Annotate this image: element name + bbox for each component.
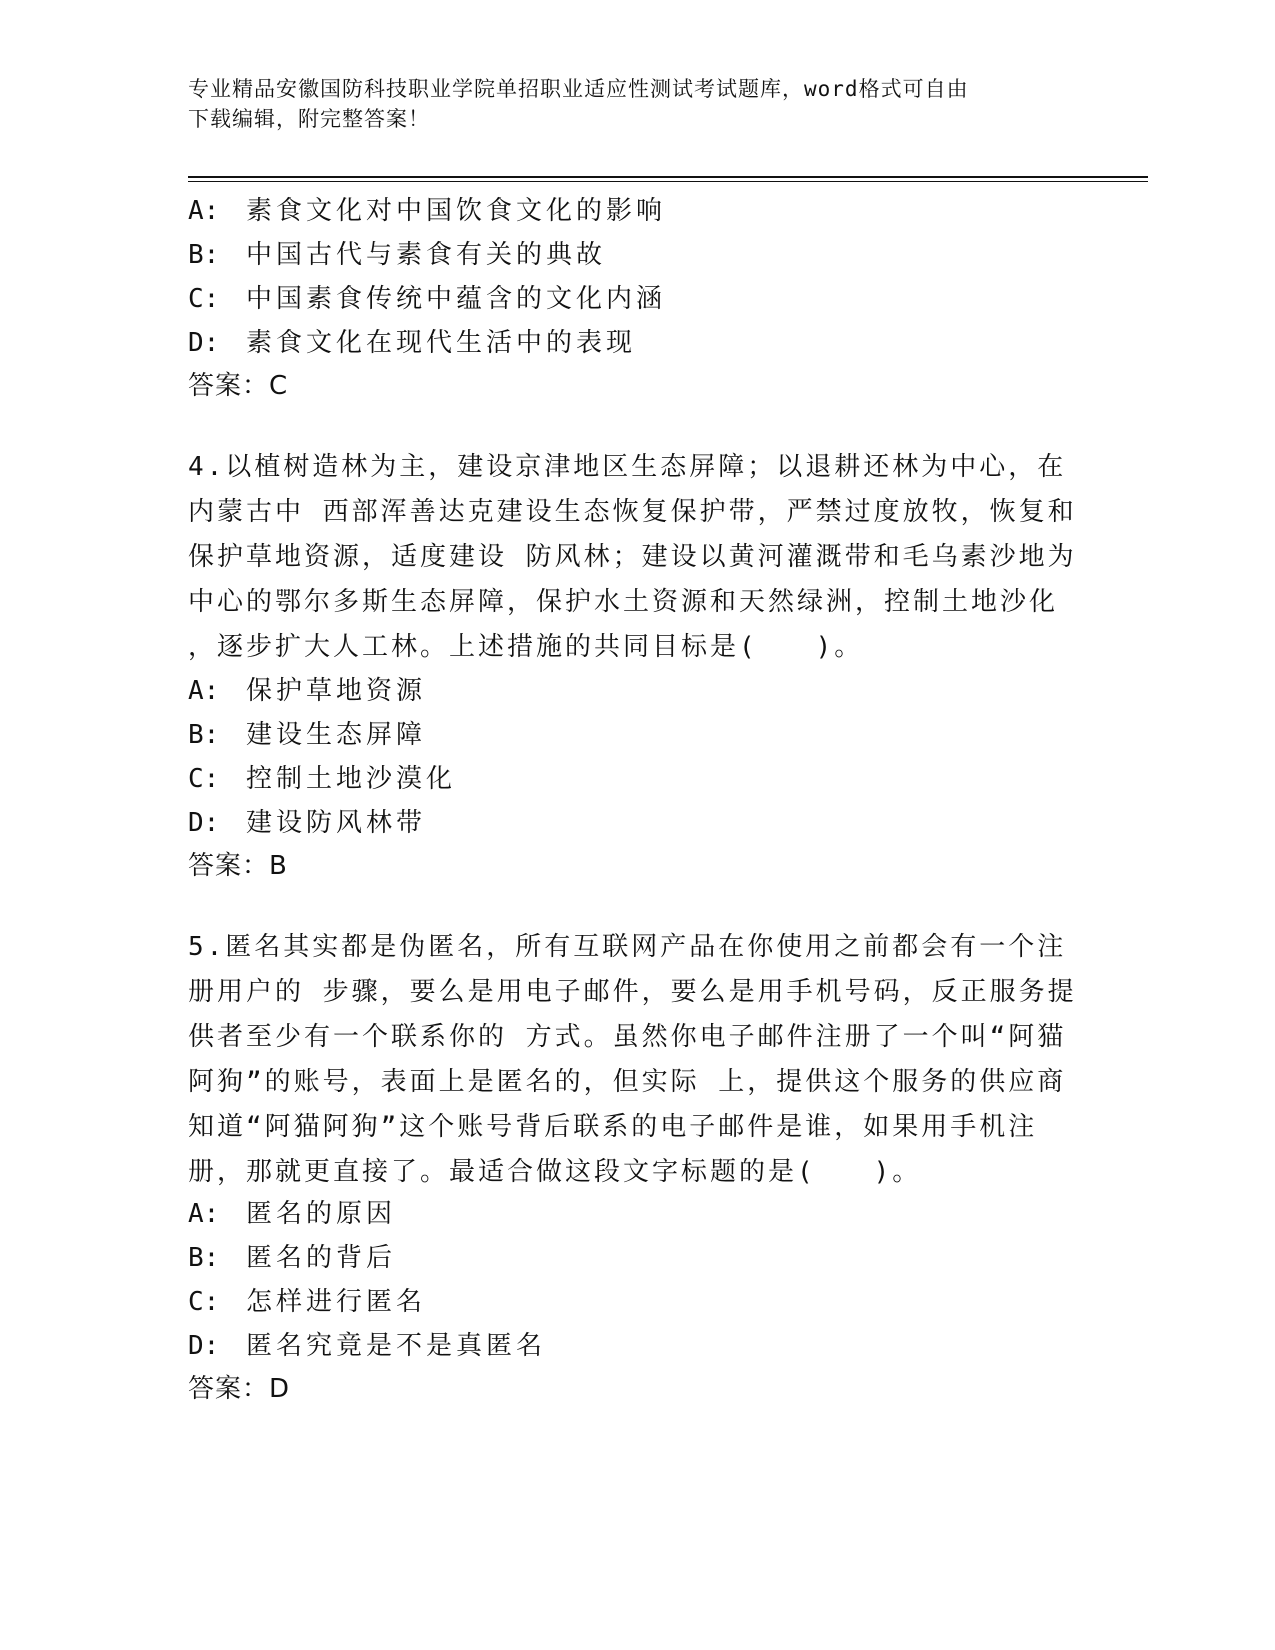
q5-stem-line: 阿狗”的账号，表面上是匿名的，但实际 上，提供这个服务的供应商: [188, 1067, 1067, 1097]
option-text: 匿名的背后: [246, 1243, 397, 1273]
option-text: 匿名的原因: [246, 1199, 397, 1229]
option-text: 控制土地沙漠化: [246, 764, 457, 794]
option-letter: C:: [188, 764, 220, 794]
option-letter: D:: [188, 1331, 220, 1361]
q5-stem-line: 5.匿名其实都是伪匿名，所有互联网产品在你使用之前都会有一个注: [188, 932, 1067, 962]
q5-stem-line: 册，那就更直接了。最适合做这段文字标题的是( )。: [188, 1157, 922, 1187]
option-text: 保护草地资源: [246, 676, 427, 706]
option-letter: D:: [188, 808, 220, 838]
document-header: [188, 74, 1068, 134]
header-line-2: 下载编辑，附完整答案！: [188, 107, 430, 131]
option-text: 建设生态屏障: [246, 720, 427, 750]
q4-stem-line: 中心的鄂尔多斯生态屏障，保护水土资源和天然绿洲，控制土地沙化: [188, 587, 1059, 617]
q4-option-c: [188, 758, 456, 795]
option-letter: C:: [188, 284, 220, 314]
q4-stem-line: 内蒙古中 西部浑善达克建设生态恢复保护带，严禁过度放牧，恢复和: [188, 497, 1077, 527]
q5-stem: [188, 925, 1077, 1195]
option-text: 中国素食传统中蕴含的文化内涵: [246, 284, 667, 314]
q4-option-d: [188, 802, 426, 839]
option-letter: B:: [188, 1243, 220, 1273]
q3-option-b: [188, 234, 606, 271]
q4-option-b: [188, 714, 426, 751]
q5-option-a: [188, 1193, 396, 1230]
q4-option-a: [188, 670, 426, 707]
q5-option-b: [188, 1237, 396, 1274]
option-text: 素食文化在现代生活中的表现: [246, 328, 637, 358]
q5-stem-line: 知道“阿猫阿狗”这个账号背后联系的电子邮件是谁，如果用手机注: [188, 1112, 1038, 1142]
q3-option-d: [188, 322, 636, 359]
option-text: 素食文化对中国饮食文化的影响: [246, 196, 667, 226]
q4-stem-line: 保护草地资源，适度建设 防风林；建设以黄河灌溉带和毛乌素沙地为: [188, 542, 1077, 572]
q5-answer: 答案：D: [188, 1374, 291, 1404]
option-letter: A:: [188, 196, 220, 226]
q4-stem-line: 4.以植树造林为主，建设京津地区生态屏障；以退耕还林为中心，在: [188, 452, 1067, 482]
option-text: 怎样进行匿名: [246, 1287, 427, 1317]
option-letter: B:: [188, 720, 220, 750]
q4-stem-line: ，逐步扩大人工林。上述措施的共同目标是( )。: [188, 632, 864, 662]
option-text: 建设防风林带: [246, 808, 427, 838]
option-letter: C:: [188, 1287, 220, 1317]
option-letter: A:: [188, 676, 220, 706]
option-letter: D:: [188, 328, 220, 358]
option-letter: A:: [188, 1199, 220, 1229]
header-divider-thick: [188, 176, 1148, 178]
option-letter: B:: [188, 240, 220, 270]
header-line-1: 专业精品安徽国防科技职业学院单招职业适应性测试考试题库，word格式可自由: [188, 77, 969, 101]
q3-option-c: [188, 278, 666, 315]
q3-answer: 答案：C: [188, 371, 289, 401]
q5-stem-line: 供者至少有一个联系你的 方式。虽然你电子邮件注册了一个叫“阿猫: [188, 1022, 1067, 1052]
q4-stem: [188, 445, 1077, 670]
header-divider-thin: [188, 181, 1148, 182]
option-text: 匿名究竟是不是真匿名: [246, 1331, 547, 1361]
q3-option-a: [188, 190, 666, 227]
q5-stem-line: 册用户的 步骤，要么是用电子邮件，要么是用手机号码，反正服务提: [188, 977, 1077, 1007]
q4-answer: 答案：B: [188, 851, 288, 881]
q5-option-c: [188, 1281, 426, 1318]
option-text: 中国古代与素食有关的典故: [246, 240, 607, 270]
q5-option-d: [188, 1325, 546, 1362]
